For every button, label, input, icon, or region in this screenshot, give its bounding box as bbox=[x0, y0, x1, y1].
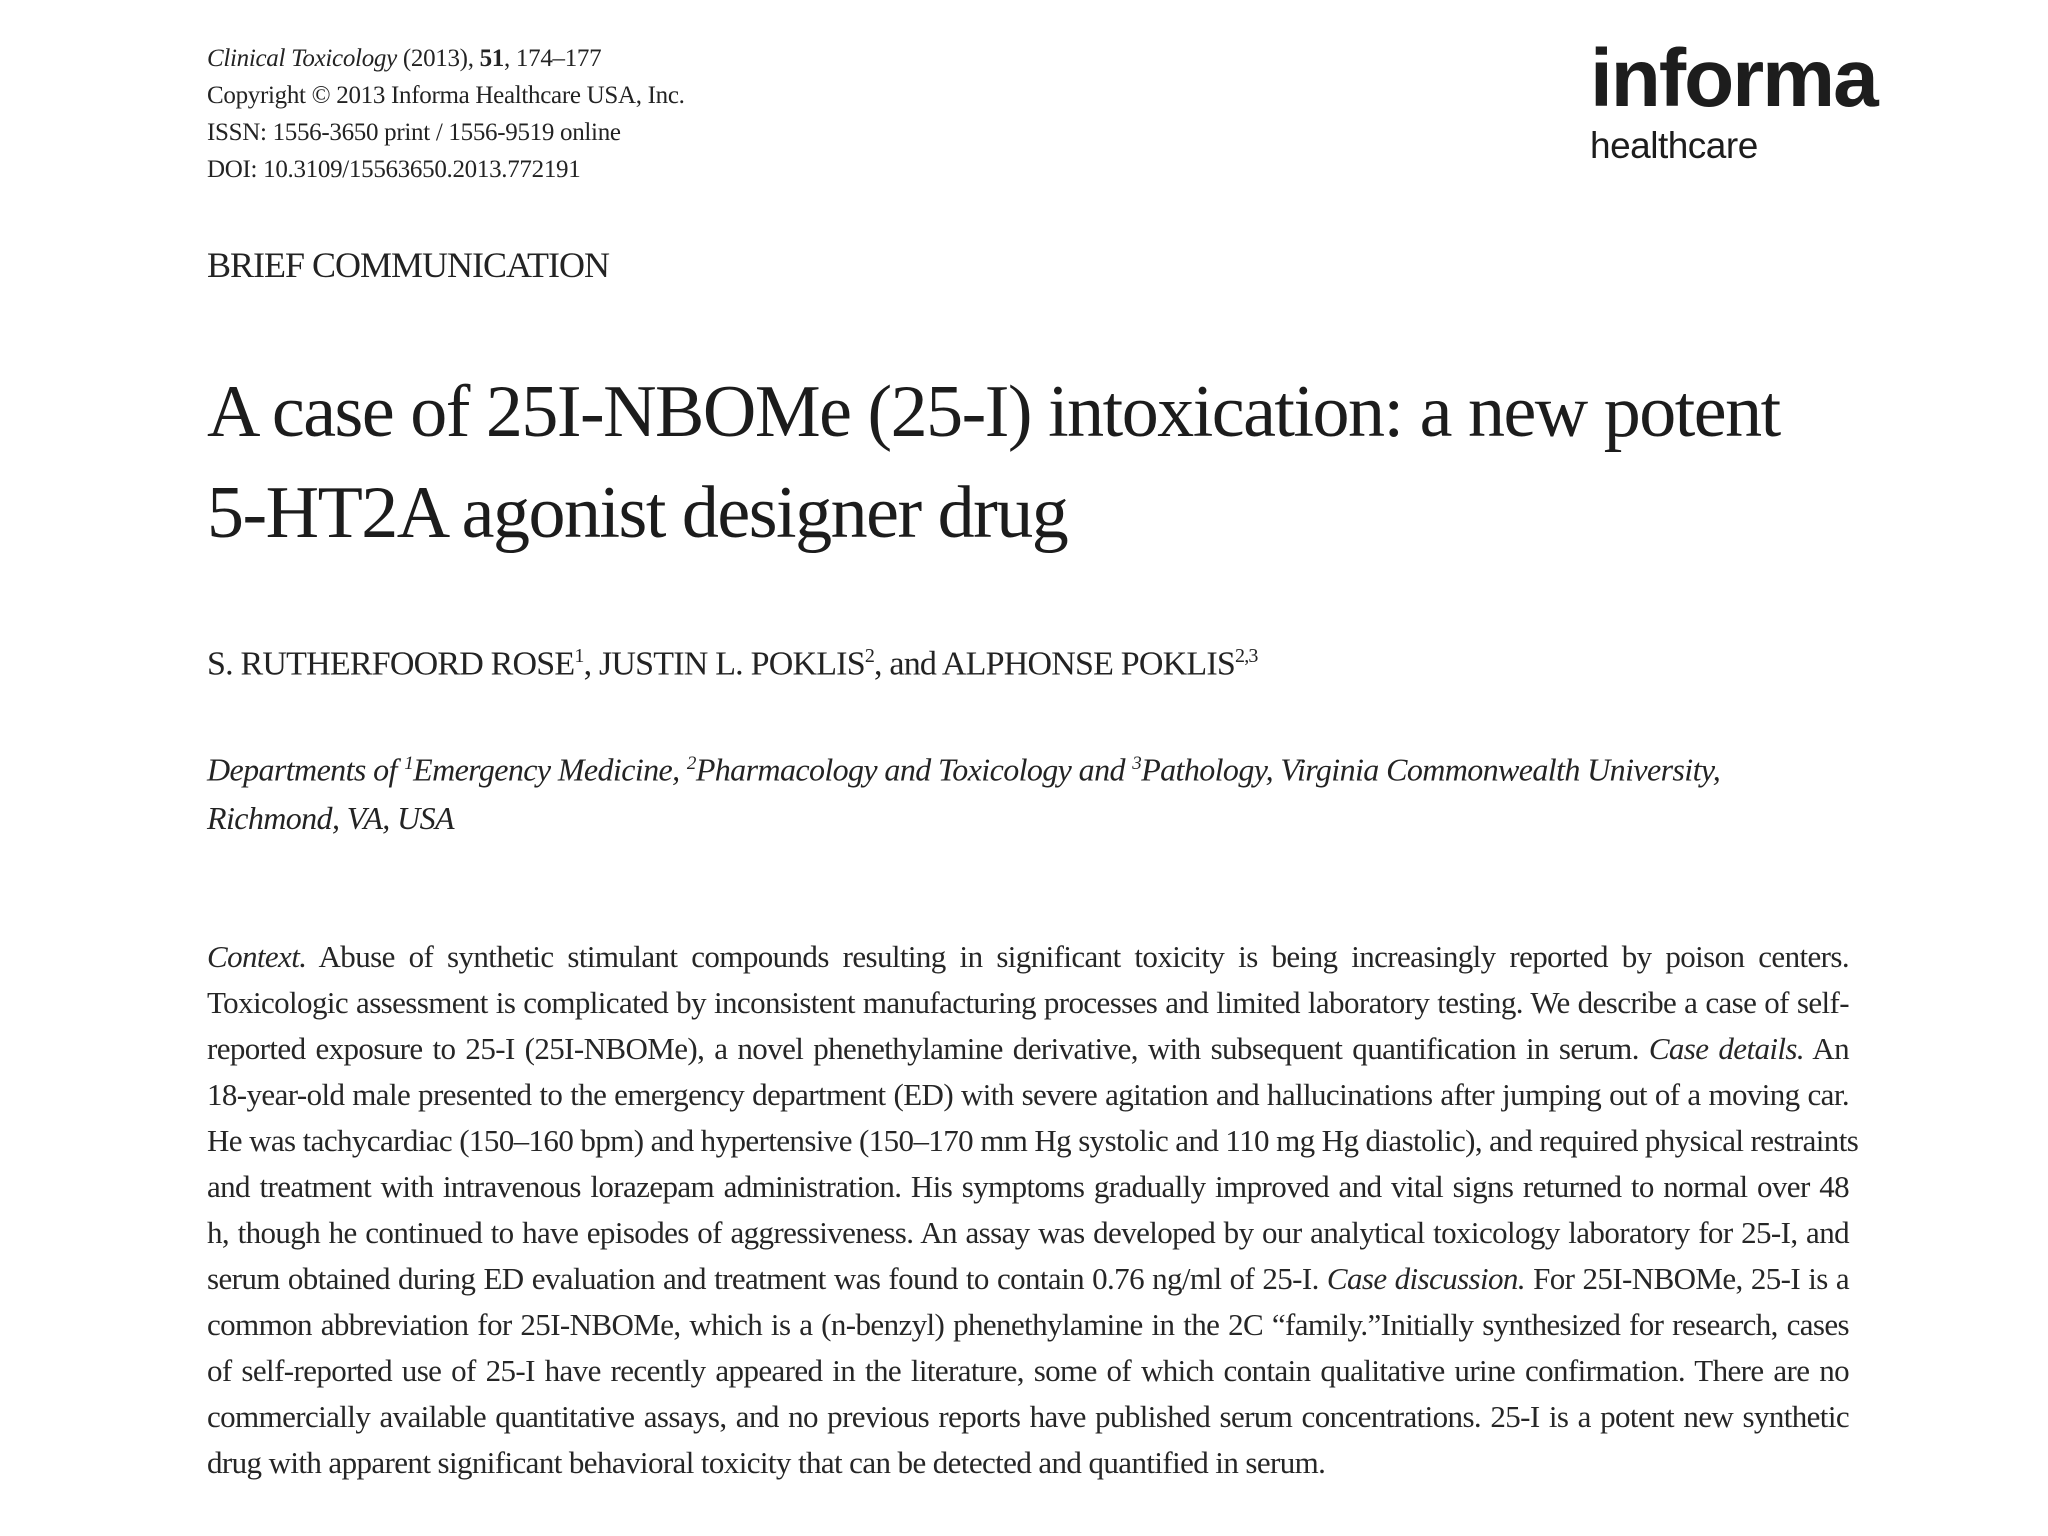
author-list bbox=[207, 645, 1258, 683]
title-line-2: 5-HT2A agonist designer drug bbox=[207, 472, 1068, 554]
doi-line: DOI: 10.3109/15563650.2013.772191 bbox=[207, 156, 581, 183]
abstract-heading-case-discussion: Case discussion. bbox=[1326, 1261, 1525, 1296]
journal-citation bbox=[207, 40, 685, 77]
affiliation-dept-1: Emergency Medicine, bbox=[413, 751, 687, 788]
abstract-line: He was tachycardiac (150–160 bpm) and hypertensive (150–170 mm Hg systolic and 110 mg Hg diastolic), and required physical restraints bbox=[207, 1123, 1859, 1158]
publisher-logo bbox=[1590, 34, 1877, 166]
affiliation-dept-2: Pharmacology and Toxicology and bbox=[695, 751, 1133, 788]
affiliation-prefix: Departments of bbox=[207, 751, 405, 788]
abstract-text: serum obtained during ED evaluation and treatment was found to contain 0.76 ng/ml of 25-I. bbox=[207, 1261, 1327, 1296]
abstract-line: common abbreviation for 25I-NBOMe, which is a (n-benzyl) phenethylamine in the 2C “family.”Initially synthesized for research, cases bbox=[207, 1307, 1849, 1342]
abstract bbox=[207, 934, 1859, 1486]
logo-subtitle: healthcare bbox=[1590, 125, 1758, 166]
abstract-line bbox=[207, 1256, 1849, 1302]
logo-brand: informa bbox=[1590, 33, 1877, 124]
author-1: S. RUTHERFOORD ROSE bbox=[207, 645, 575, 683]
abstract-text: Abuse of synthetic stimulant compounds resulting in significant toxicity is being increasingly reported by poison centers. bbox=[306, 939, 1849, 974]
abstract-line: of self-reported use of 25-I have recently appeared in the literature, some of which contain qualitative urine confirmation. There are no bbox=[207, 1353, 1849, 1388]
author-3-affil: 2,3 bbox=[1235, 645, 1258, 667]
abstract-line: and treatment with intravenous lorazepam administration. His symptoms gradually improved and vital signs returned to normal over 48 bbox=[207, 1169, 1849, 1204]
journal-year: (2013), bbox=[396, 45, 480, 72]
affiliations bbox=[207, 740, 1857, 842]
affiliation-marker-2: 2 bbox=[686, 753, 696, 774]
affiliation-line-1 bbox=[207, 740, 1857, 794]
abstract-line: drug with apparent significant behavioral toxicity that can be detected and quantified in serum. bbox=[207, 1445, 1326, 1480]
abstract-text: For 25I-NBOMe, 25-I is a bbox=[1524, 1261, 1850, 1296]
abstract-line bbox=[207, 1026, 1849, 1072]
author-1-affil: 1 bbox=[574, 645, 584, 667]
journal-volume: 51 bbox=[479, 45, 505, 72]
title-line-1: A case of 25I-NBOMe (25-I) intoxication: a new potent bbox=[207, 371, 1780, 453]
author-3: , and ALPHONSE POKLIS bbox=[874, 645, 1236, 683]
issn-line: ISSN: 1556-3650 print / 1556-9519 online bbox=[207, 119, 621, 146]
affiliation-marker-3: 3 bbox=[1132, 753, 1142, 774]
journal-citation-block bbox=[207, 40, 685, 188]
abstract-text: reported exposure to 25-I (25I-NBOMe), a novel phenethylamine derivative, with subsequent quantification in serum. bbox=[207, 1031, 1649, 1066]
affiliation-marker-1: 1 bbox=[404, 753, 414, 774]
abstract-line bbox=[207, 934, 1849, 980]
abstract-heading-context: Context. bbox=[207, 939, 307, 974]
abstract-line: Toxicologic assessment is complicated by inconsistent manufacturing processes and limited laboratory testing. We describe a case of self- bbox=[207, 985, 1849, 1020]
copyright-line: Copyright © 2013 Informa Healthcare USA, Inc. bbox=[207, 82, 685, 109]
article-type: BRIEF COMMUNICATION bbox=[207, 245, 610, 285]
abstract-heading-case-details: Case details. bbox=[1648, 1031, 1805, 1066]
affiliation-dept-3: Pathology, Virginia Commonwealth University, bbox=[1141, 751, 1721, 788]
article-title bbox=[207, 362, 1780, 564]
abstract-line: 18-year-old male presented to the emergency department (ED) with severe agitation and hallucinations after jumping out of a moving car. bbox=[207, 1077, 1849, 1112]
affiliation-line-2: Richmond, VA, USA bbox=[207, 799, 454, 836]
abstract-text: An bbox=[1804, 1031, 1849, 1066]
journal-pages: , 174–177 bbox=[504, 45, 602, 72]
abstract-line: commercially available quantitative assays, and no previous reports have published serum concentrations. 25-I is a potent new synthetic bbox=[207, 1399, 1849, 1434]
author-2-affil: 2 bbox=[864, 645, 875, 667]
abstract-line: h, though he continued to have episodes of aggressiveness. An assay was developed by our analytical toxicology laboratory for 25-I, and bbox=[207, 1215, 1849, 1250]
author-2: , JUSTIN L. POKLIS bbox=[583, 645, 865, 683]
journal-name: Clinical Toxicology bbox=[207, 45, 397, 72]
